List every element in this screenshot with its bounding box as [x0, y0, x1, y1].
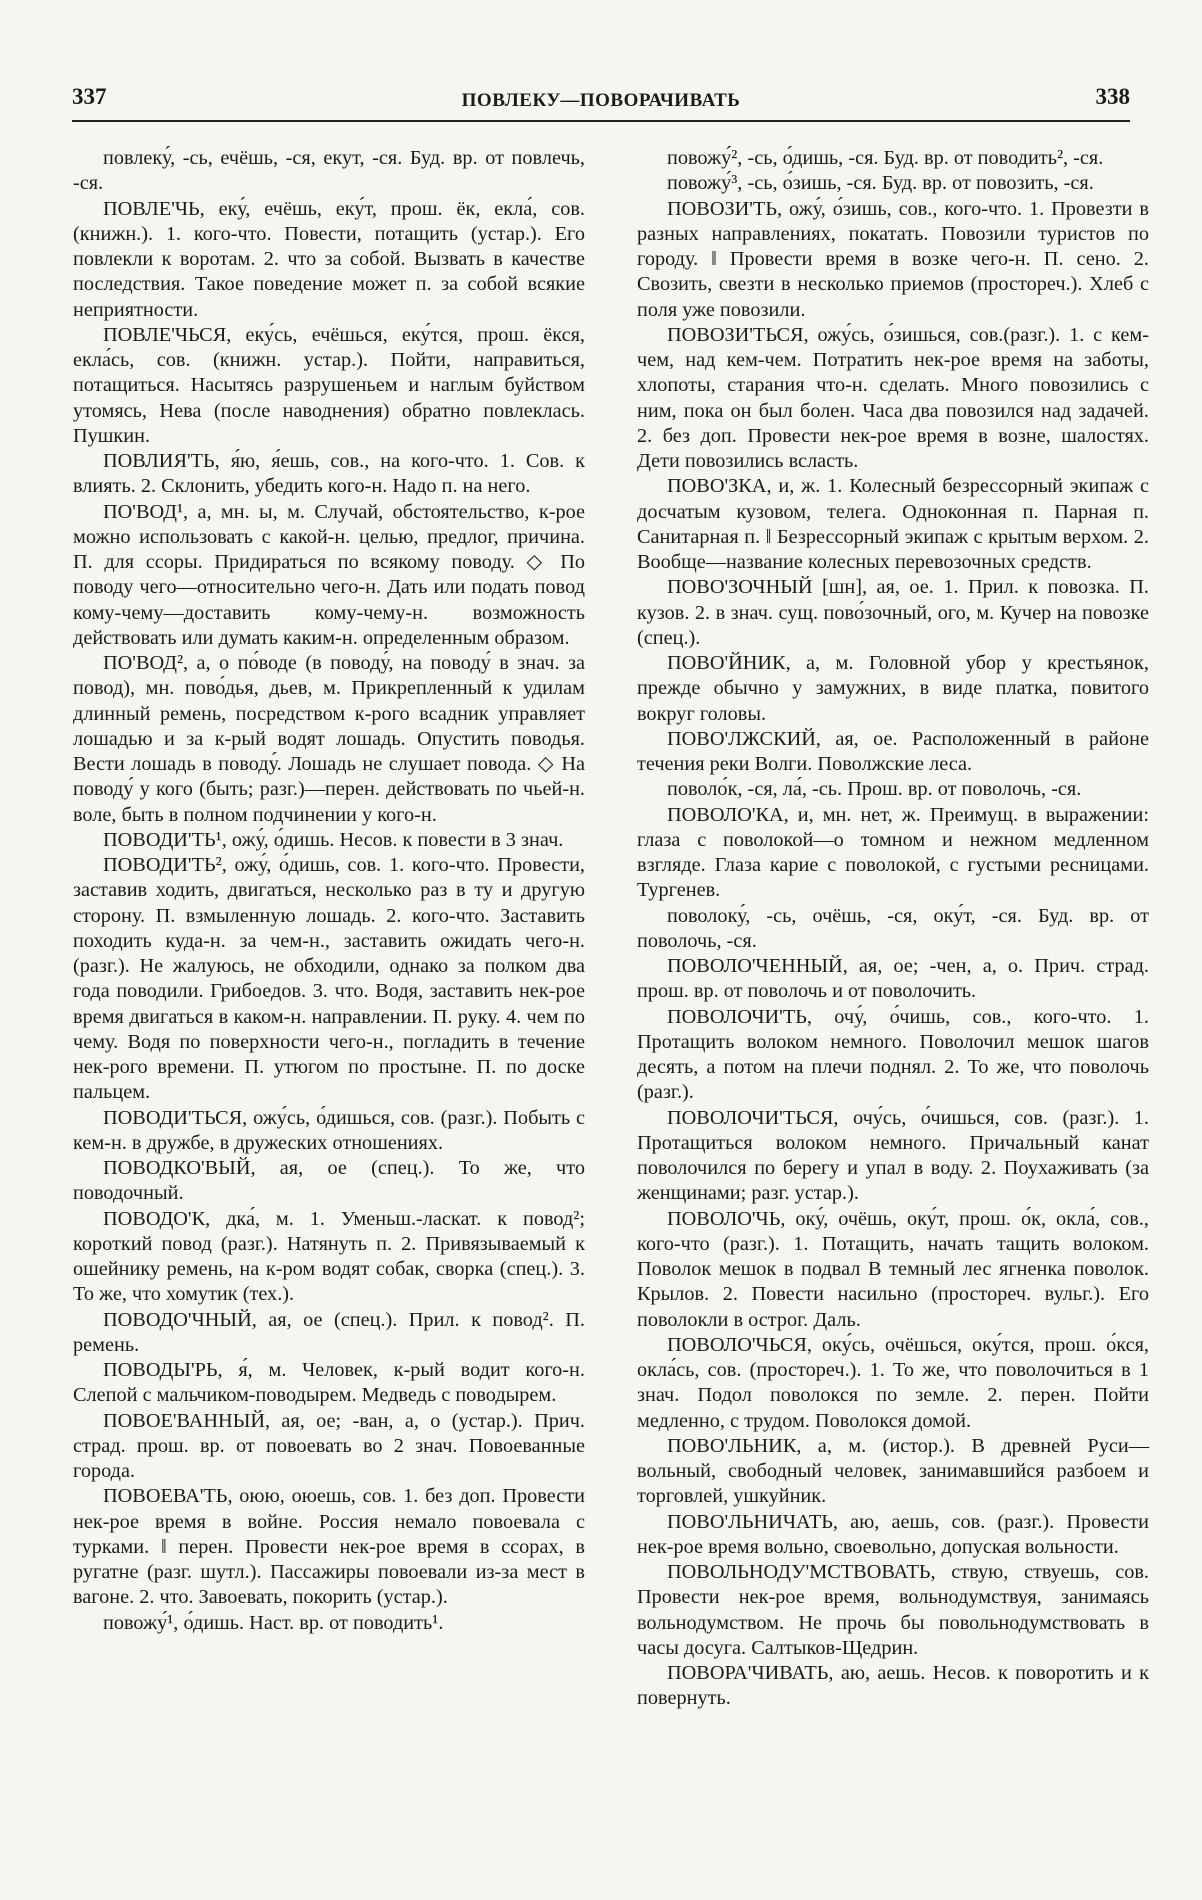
dictionary-entry: ПОВОЛОЧИ'ТЬСЯ, очу́сь, о́чишься, сов. (разг.). 1. Протащиться волоком немного. Причальный канат поволочился по берегу и упал в воду. 2. Поухаживать (за женщинами; разг. устар.). [637, 1106, 1149, 1205]
running-head: ПОВЛЕКУ—ПОВОРАЧИВАТЬ [461, 90, 741, 111]
dictionary-entry: ПОВОЛО'ЧЬ, оку́, очёшь, оку́т, прош. о́к, окла́, сов., кого-что (разг.). 1. Потащить, начать тащить волоком. Поволок мешок в подвал В темный лес ягненка поволок. Крылов. 2. Повести насильно (простореч. вульг.). Его поволокли в острог. Даль. [637, 1207, 1149, 1331]
page-header [72, 84, 1130, 122]
page-number-right: 338 [1095, 84, 1130, 109]
dictionary-entry: повожу́², -сь, о́дишь, -ся. Буд. вр. от поводить², -ся. [667, 147, 1104, 169]
dictionary-entry: поволоку́, -сь, очёшь, -ся, оку́т, -ся. Буд. вр. от поволочь, -ся. [637, 904, 1149, 952]
dictionary-entry: ПОВОЛО'КА, и, мн. нет, ж. Преимущ. в выражении: глаза с поволокой—о томном и нежном медленном взгляде. Глаза карие с поволокой, с густыми ресницами. Тургенев. [637, 803, 1149, 902]
dictionary-entry: ПОВОЛО'ЧЕННЫЙ, ая, ое; -чен, а, о. Прич. страд. прош. вр. от поволочь и от поволочить. [637, 955, 1149, 1003]
dictionary-entry: ПОВЛЕ'ЧЬСЯ, еку́сь, ечёшься, еку́тся, прош. ёкся, екла́сь, сов. (книжн. устар.). Пойти, направиться, потащиться. Насытясь разрушеньем и наглым буйством утомясь, Нева (после наводнения) обратно повлеклась. Пушкин. [73, 323, 585, 447]
dictionary-entry: ПОВОДИ'ТЬ¹, ожу́, о́дишь. Несов. к повести в 3 знач. [103, 828, 564, 851]
page-number-left: 337 [72, 84, 107, 109]
dictionary-entry: ПО'ВОД¹, а, мн. ы, м. Случай, обстоятельство, к-рое можно использовать с какой-н. целью, предлог, причина. П. для ссоры. Придираться по всякому поводу. ◇ По поводу чего—относительно чего-н. Дать или подать повод кому-чему—доставить кому-чему-н. возможность действовать или думать каким-н. определенным образом. [73, 500, 585, 649]
dictionary-entry: поволо́к, -ся, ла́, -сь. Прош. вр. от поволочь, -ся. [667, 778, 1082, 801]
dictionary-entry: ПОВОДО'ЧНЫЙ, ая, ое (спец.). Прил. к повод². П. ремень. [73, 1308, 585, 1356]
dictionary-entry: ПОВЛИЯ'ТЬ, я́ю, я́ешь, сов., на кого-что. 1. Сов. к влиять. 2. Склонить, убедить кого-н. Надо п. на него. [73, 450, 585, 498]
dictionary-entry: ПОВОДКО'ВЫЙ, ая, ое (спец.). То же, что поводочный. [73, 1157, 585, 1205]
dictionary-entry: ПОВОЗИ'ТЬ, ожу́, о́зишь, сов., кого-что. 1. Провезти в разных направлениях, покатать. Повозили туристов по городу. ‖ Провести время в возке чего-н. П. сено. 2. Свозить, свезти в несколько приемов (простореч.). Хлеб с поля уже повозили. [637, 197, 1149, 321]
right-column [637, 146, 1149, 1712]
dictionary-entry: повлеку́, -сь, ечёшь, -ся, екут, -ся. Буд. вр. от повлечь, -ся. [73, 147, 585, 195]
dictionary-entry: ПОВОЕВА'ТЬ, оюю, оюешь, сов. 1. без доп. Провести нек-рое время в войне. Россия немало повоевала с турками. ‖ перен. Провести нек-рое время в ссорах, в ругатне (разг. шутл.). Пассажиры повоевали из-за мест в вагоне. 2. что. Завоевать, покорить (устар.). [73, 1485, 585, 1609]
left-column [73, 146, 585, 1636]
dictionary-entry: ПОВО'ЛЬНИЧАТЬ, аю, аешь, сов. (разг.). Провести нек-рое время вольно, своевольно, допуская вольности. [637, 1510, 1149, 1558]
dictionary-entry: ПОВО'ЙНИК, а, м. Головной убор у крестьянок, прежде обычно у замужних, в виде платка, повитого вокруг головы. [637, 652, 1149, 725]
dictionary-entry: ПОВОЛО'ЧЬСЯ, оку́сь, очёшься, оку́тся, прош. о́кся, окла́сь, сов. (простореч.). 1. То же, что поволочиться в 1 знач. Подол поволокся по земле. 2. перен. Пойти медленно, с трудом. Поволокся домой. [637, 1333, 1149, 1432]
dictionary-entry: ПОВОЕ'ВАННЫЙ, ая, ое; -ван, а, о (устар.). Прич. страд. прош. вр. от повоевать во 2 знач. Повоеванные города. [73, 1409, 585, 1482]
dictionary-entry: ПОВЛЕ'ЧЬ, еку́, ечёшь, еку́т, прош. ёк, екла́, сов. (книжн.). 1. кого-что. Повести, потащить (устар.). Его повлекли к воротам. 2. что за собой. Вызвать в качестве последствия. Такое поведение может п. за собой всякие неприятности. [73, 197, 585, 321]
dictionary-entry: ПОВО'ЛЬНИК, а, м. (истор.). В древней Руси—вольный, свободный человек, занимавшийся разбоем и торговлей, ушкуйник. [637, 1434, 1149, 1508]
dictionary-entry: ПОВОРА'ЧИВАТЬ, аю, аешь. Несов. к поворотить и к повернуть. [637, 1662, 1149, 1710]
dictionary-entry: ПОВОДО'К, дка́, м. 1. Уменьш.-ласкат. к повод²; короткий повод (разг.). Натянуть п. 2. Привязываемый к ошейнику ремень, на к-ром водят собак, сворка (спец.). 3. То же, что хомутик (тех.). [73, 1207, 585, 1306]
dictionary-entry: ПОВОЗИ'ТЬСЯ, ожу́сь, о́зишься, сов.(разг.). 1. с кем-чем, над кем-чем. Потратить нек-рое время на заботы, хлопоты, старания что-н. сделать. Много повозились с ним, пока он был болен. Часа два повозился над задачей. 2. без доп. Провести нек-рое время в возне, шалостях. Дети повозились всласть. [637, 323, 1149, 472]
dictionary-entry: повожу́³, -сь, о́зишь, -ся. Буд. вр. от повозить, -ся. [667, 172, 1094, 195]
dictionary-entry: повожу́¹, о́дишь. Наст. вр. от поводить¹. [103, 1611, 444, 1634]
dictionary-entry: ПОВОДИ'ТЬ², ожу́, о́дишь, сов. 1. кого-что. Провести, заставив ходить, двигаться, несколько раз в ту и другую сторону. П. взмыленную лошадь. 2. кого-что. Заставить походить куда-н. за чем-н., заставить ожидать чего-н. (разг.). Не жалуюсь, не обходили, однако за полком два года поводили. Грибоедов. 3. что. Водя, заставить нек-рое время двигаться в каком-н. направлении. П. руку. 4. чем по чему. Водя по поверхности чего-н., погладить в течение нек-рого времени. П. утюгом по простыне. П. по доске пальцем. [73, 854, 585, 1104]
dictionary-entry: ПОВОЛОЧИ'ТЬ, очу́, о́чишь, сов., кого-что. 1. Протащить волоком немного. Поволочил мешок шагов десять, а потом на плечи поднял. 2. То же, что поволочь (разг.). [637, 1005, 1149, 1104]
dictionary-entry: ПОВО'ЗОЧНЫЙ [шн], ая, ое. 1. Прил. к повозка. П. кузов. 2. в знач. сущ. пово́зочный, ого, м. Кучер на повозке (спец.). [637, 576, 1149, 649]
dictionary-entry: ПОВО'ЛЖСКИЙ, ая, ое. Расположенный в районе течения реки Волги. Поволжские леса. [637, 727, 1149, 775]
dictionary-entry: ПО'ВОД², а, о по́воде (в поводу́, на поводу́ в знач. за повод), мн. пово́дья, дьев, м. Прикрепленный к удилам длинный ремень, посредством к-рого всадник управляет лошадью и за к-рый водят лошадь. Опустить поводья. Вести лошадь в поводу́. Лошадь не слушает повода. ◇ На поводу́ у кого (быть; разг.)—перен. действовать по чьей-н. воле, быть в полном подчинении у кого-н. [73, 652, 585, 826]
dictionary-entry: ПОВОДЫ'РЬ, я́, м. Человек, к-рый водит кого-н. Слепой с мальчиком-поводырем. Медведь с поводырем. [73, 1359, 585, 1407]
dictionary-entry: ПОВО'ЗКА, и, ж. 1. Колесный безрессорный экипаж с досчатым кузовом, телега. Одноконная п. Парная п. Санитарная п. ‖ Безрессорный экипаж с крытым верхом. 2. Вообще—название колесных перевозочных средств. [637, 475, 1149, 573]
dictionary-entry: ПОВОДИ'ТЬСЯ, ожу́сь, о́дишься, сов. (разг.). Побыть с кем-н. в дружбе, в дружеских отношениях. [73, 1106, 585, 1154]
dictionary-entry: ПОВОЛЬНОДУ'МСТВОВАТЬ, ствую, ствуешь, сов. Провести нек-рое время, вольнодумствуя, занимаясь вольнодумством. Не прочь бы повольнодумствовать в часы досуга. Салтыков-Щедрин. [637, 1561, 1149, 1659]
